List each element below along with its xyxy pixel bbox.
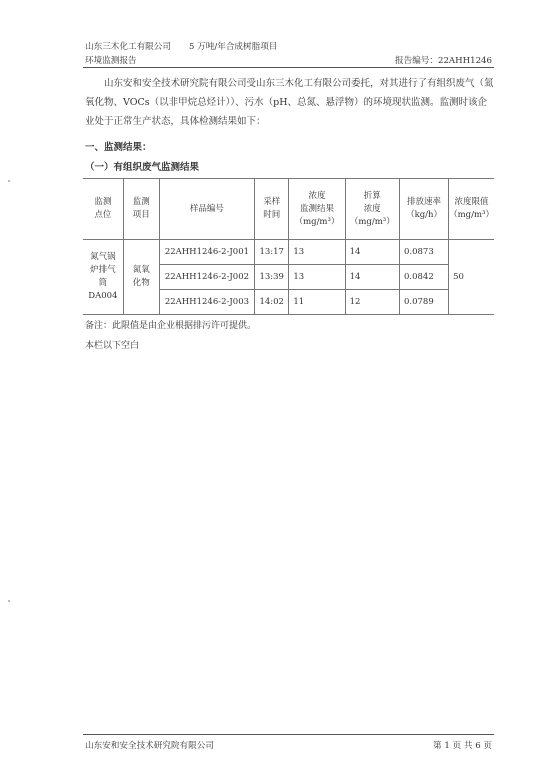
header-project: 5 万吨/年合成树脂项目 (188, 42, 278, 52)
footer-organization: 山东安和安全技术研究院有限公司 (85, 741, 214, 751)
cell-rate: 0.0789 (399, 290, 448, 315)
cell-limit: 50 (449, 240, 494, 315)
cell-converted: 14 (345, 265, 399, 290)
cell-converted: 12 (345, 290, 399, 315)
header-line (85, 40, 277, 52)
cell-measured: 11 (289, 290, 345, 315)
scan-speck (8, 600, 10, 602)
col-header-converted: 折算 浓度 （mg/m³） (345, 179, 399, 240)
cell-measured: 13 (289, 265, 345, 290)
section-heading-exhaust: （一）有组织废气监测结果 (85, 162, 200, 173)
cell-time: 13:39 (255, 265, 289, 290)
cell-rate: 0.0842 (399, 265, 448, 290)
cell-converted: 14 (345, 240, 399, 265)
intro-paragraph: 山东安和安全技术研究院有限公司受山东三木化工有限公司委托，对其进行了有组织废气（氮氧化物、VOCs（以非甲烷总烃计））、污水（pH、总氮、悬浮物）的环境现状监测。监测时该企业处于正常生产状态，具体检测结果如下： (85, 78, 494, 127)
results-table (83, 178, 494, 315)
scan-speck (8, 180, 10, 182)
cell-time: 14:02 (255, 290, 289, 315)
page-number: 第 1 页 共 6 页 (433, 741, 492, 751)
cell-time: 13:17 (255, 240, 289, 265)
cell-sample: 22AHH1246-2-J002 (159, 265, 254, 290)
col-header-rate: 排放速率 （kg/h） (399, 179, 448, 240)
section-heading-results: 一、监测结果： (85, 142, 152, 153)
cell-rate: 0.0873 (399, 240, 448, 265)
col-header-item: 监测 项目 (123, 179, 159, 240)
header-doc-type: 环境监测报告 (85, 56, 137, 66)
table-note: 备注：此限值是由企业根据排污许可提供。 (85, 321, 257, 331)
cell-item: 氮氧 化物 (123, 240, 159, 315)
col-header-point: 监测 点位 (83, 179, 123, 240)
header-divider (83, 67, 494, 68)
col-header-time: 采样 时间 (255, 179, 289, 240)
report-number: 报告编号：22AHH1246 (395, 56, 492, 66)
cell-measured: 13 (289, 240, 345, 265)
blank-below-marker: 本栏以下空白 (85, 341, 140, 351)
table-header-row (83, 179, 494, 240)
cell-point: 氮气锅 炉排气 筒 DA004 (83, 240, 123, 315)
table-row (83, 240, 494, 265)
col-header-sample: 样品编号 (159, 179, 254, 240)
footer-divider (83, 734, 494, 735)
col-header-measured: 浓度 监测结果 （mg/m³） (289, 179, 345, 240)
header-company: 山东三木化工有限公司 (85, 42, 171, 52)
cell-sample: 22AHH1246-2-J001 (159, 240, 254, 265)
col-header-limit: 浓度限值 （mg/m³） (449, 179, 494, 240)
cell-sample: 22AHH1246-2-J003 (159, 290, 254, 315)
